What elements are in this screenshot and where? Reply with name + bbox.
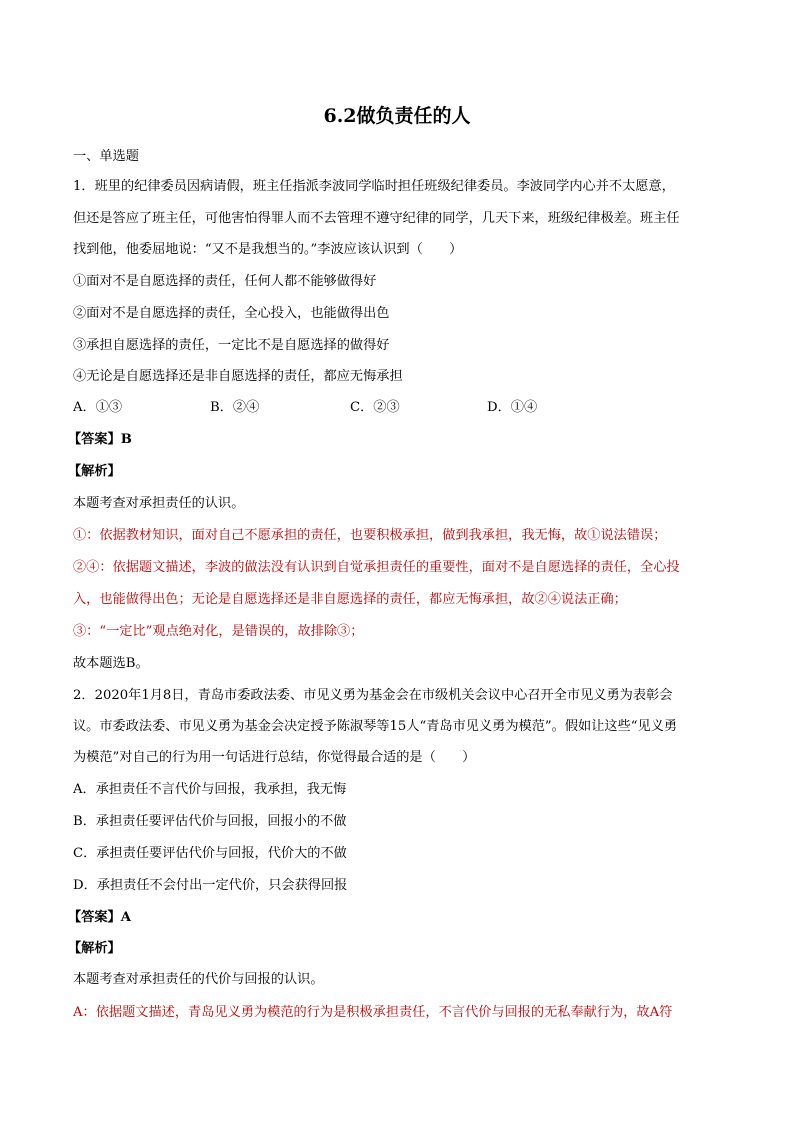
q2-option-b: B．承担责任要评估代价与回报，回报小的不做 [73,814,347,829]
q1-stem-line-1: 1．班里的纪律委员因病请假，班主任指派李波同学临时担任班级纪律委员。李波同学内心并不太愿意， [73,179,675,194]
q2-option-d: D．承担责任不会付出一定代价，只会获得回报 [73,878,348,893]
q1-analysis-intro: 本题考查对承担责任的认识。 [73,496,245,511]
q1-item-2: ②面对不是自愿选择的责任，全心投入，也能做得出色 [73,306,390,321]
q2-stem-line-1: 2．2020年1月8日，青岛市委政法委、市见义勇为基金会在市级机关会议中心召开全市见义勇为表彰会 [73,688,673,703]
q1-analysis-line-4: ③：“一定比”观点绝对化，是错误的，故排除③； [73,624,364,639]
q2-analysis-intro: 本题考查对承担责任的代价与回报的认识。 [73,972,324,987]
q1-conclusion: 故本题选B。 [73,656,149,671]
q2-option-c: C．承担责任要评估代价与回报，代价大的不做 [73,846,347,861]
q2-stem-line-3: 为模范”对自己的行为用一句话进行总结，你觉得最合适的是（ ） [73,750,476,765]
q1-stem-line-3: 找到他，他委屈地说：“又不是我想当的。”李波应该认识到（ ） [73,242,463,257]
page-title: 6.2做负责任的人 [323,105,471,127]
q2-stem-line-2: 议。市委政法委、市见义勇为基金会决定授予陈淑琴等15人“青岛市见义勇为模范”。假如让这些“见义勇 [73,719,678,734]
q2-answer: 【答案】A [68,910,131,925]
q1-analysis-line-1: ①：依据教材知识，面对自己不愿承担的责任，也要积极承担，做到我承担，我无悔，故①说法错误； [73,528,667,543]
q1-stem-line-2: 但还是答应了班主任，可他害怕得罪人而不去管理不遵守纪律的同学，几天下来，班级纪律极差。班主任 [73,211,680,226]
q1-analysis-line-3: 入，也能做得出色；无论是自愿选择还是非自愿选择的责任，都应无悔承担，故②④说法正确； [73,592,627,607]
q2-option-a: A．承担责任不言代价与回报，我承担，我无悔 [73,782,347,797]
section-heading: 一、单选题 [73,149,139,164]
q1-option-c: C．②③ [350,400,400,415]
q1-option-a: A．①③ [73,400,123,415]
q1-analysis-label: 【解析】 [68,464,121,479]
q2-analysis-label: 【解析】 [68,941,121,956]
q1-option-b: B．②④ [210,400,260,415]
q1-analysis-line-2: ②④：依据题文描述，李波的做法没有认识到自觉承担责任的重要性，面对不是自愿选择的责任，全心投 [73,560,680,575]
q1-item-3: ③承担自愿选择的责任，一定比不是自愿选择的做得好 [73,338,390,353]
q1-option-d: D．①④ [487,400,538,415]
q1-item-1: ①面对不是自愿选择的责任，任何人都不能够做得好 [73,274,377,289]
q1-item-4: ④无论是自愿选择还是非自愿选择的责任，都应无悔承担 [73,369,403,384]
q1-answer: 【答案】B [68,432,132,447]
q2-analysis-line-1: A：依据题文描述，青岛见义勇为模范的行为是积极承担责任，不言代价与回报的无私奉献行为，故A符 [73,1005,673,1020]
q1-options [73,398,733,418]
